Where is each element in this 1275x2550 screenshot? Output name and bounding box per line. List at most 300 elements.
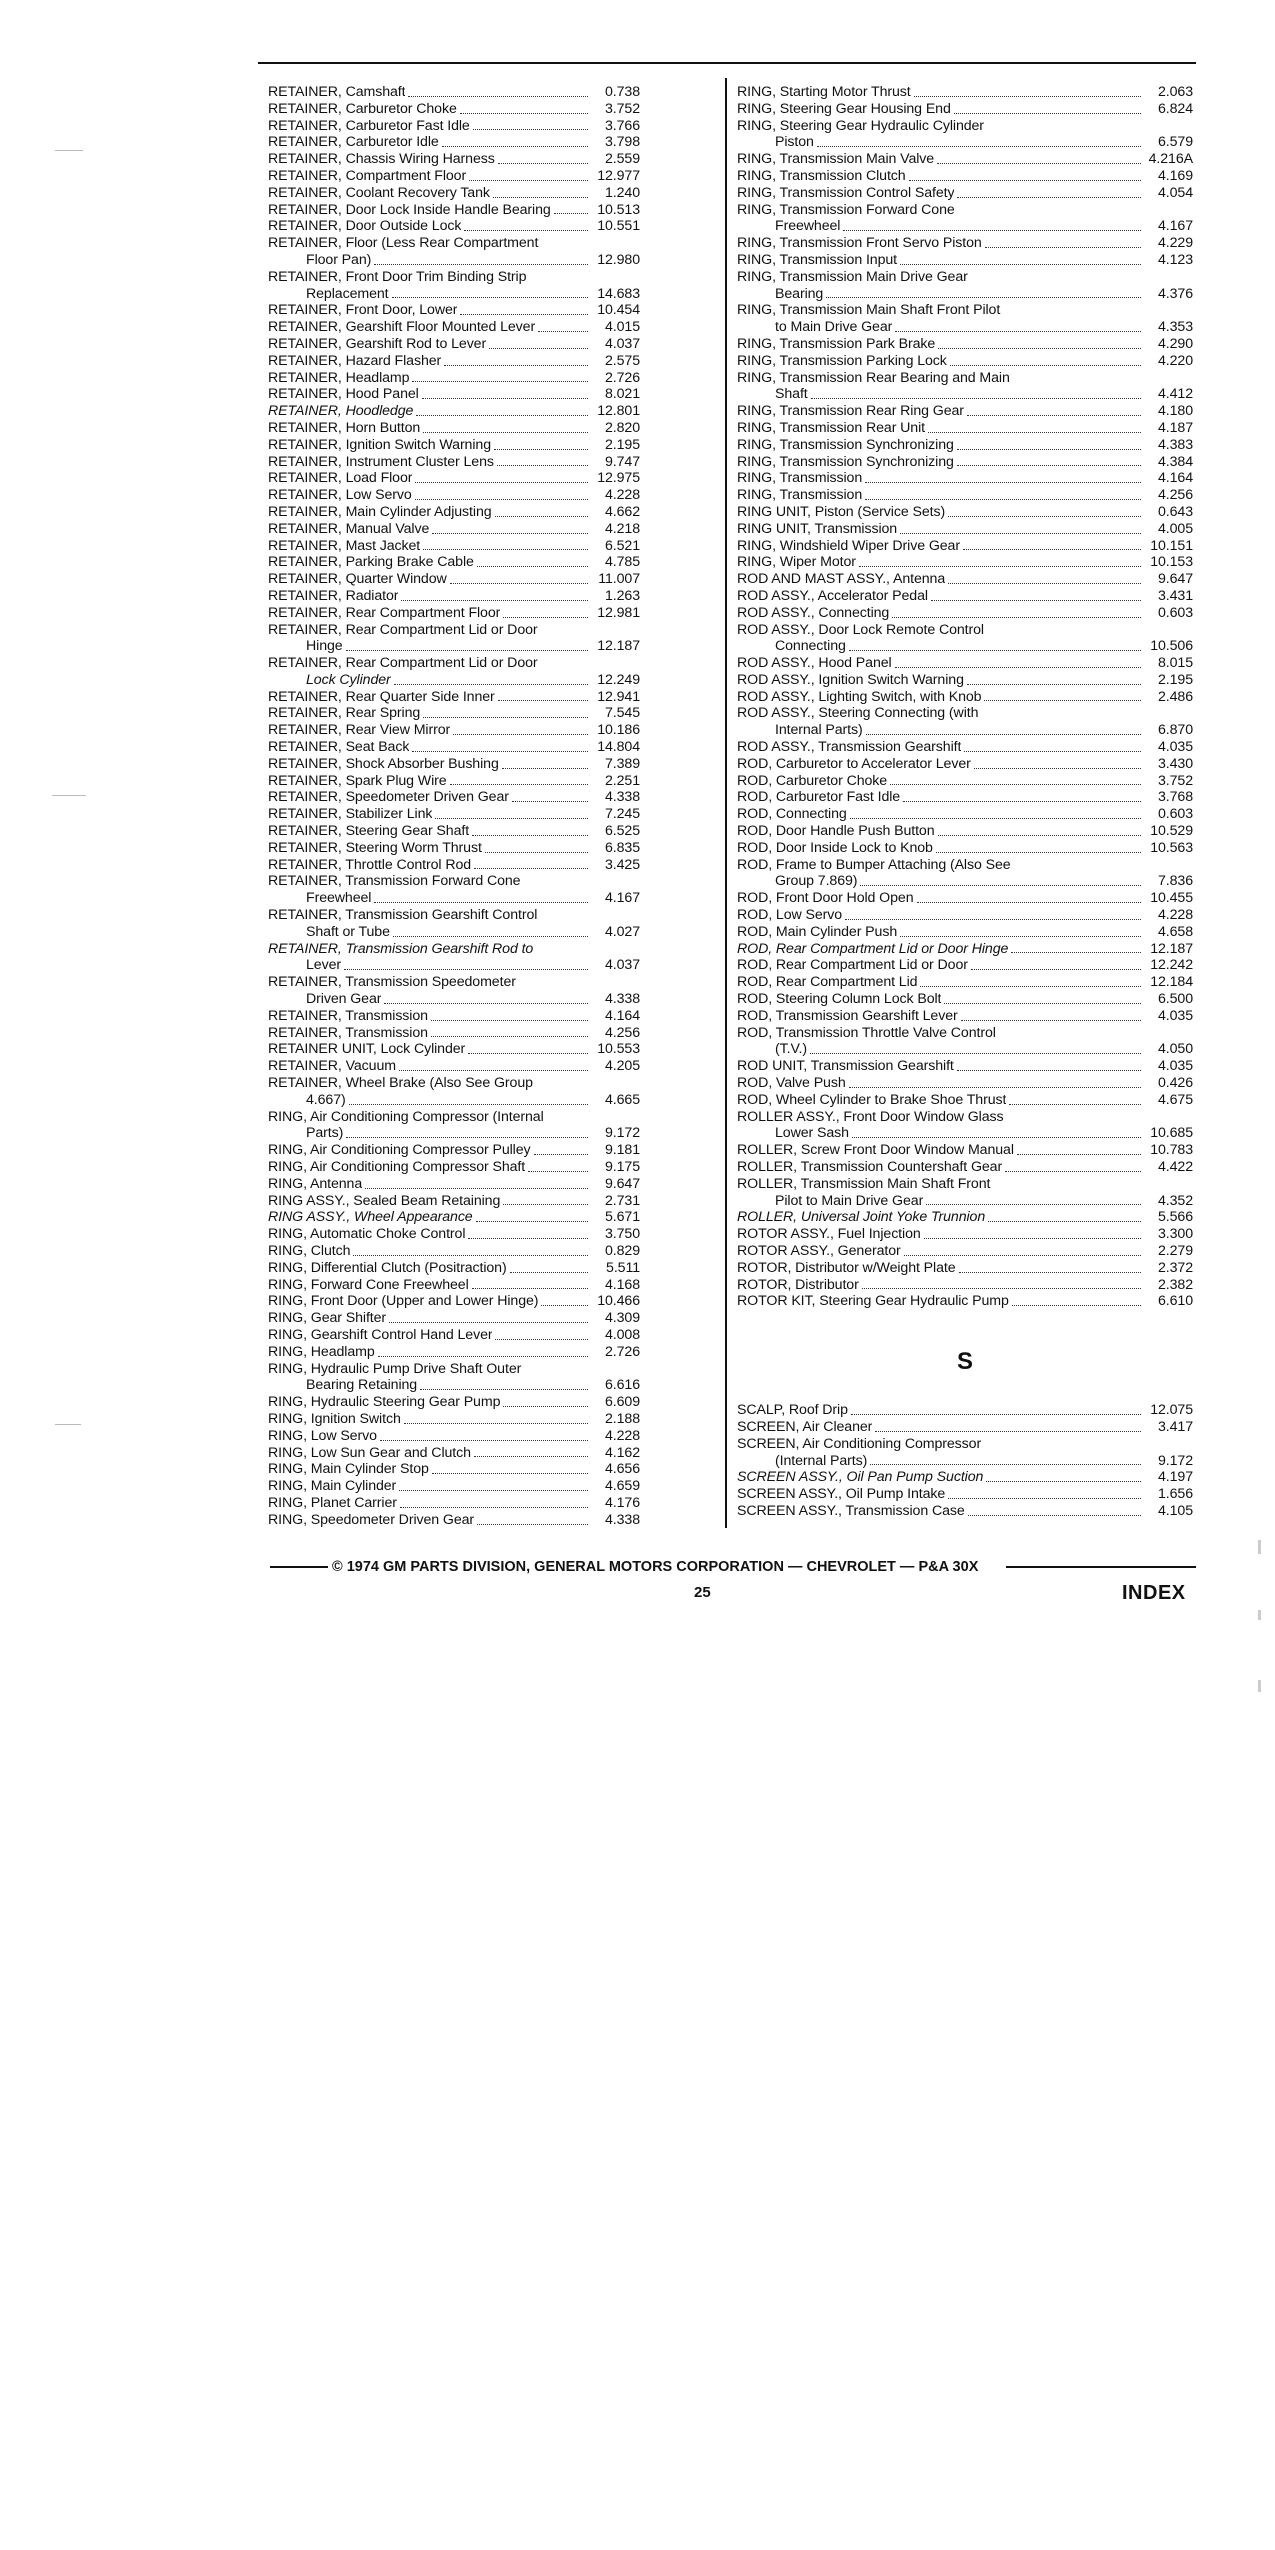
- dot-leader: [959, 1272, 1141, 1273]
- entry-group-number: 4.176: [604, 1494, 640, 1511]
- dot-leader: [346, 1137, 588, 1138]
- index-entry: [737, 521, 1193, 538]
- index-entry: [268, 1041, 640, 1058]
- entry-name: ROD, Carburetor Fast Idle: [737, 789, 901, 806]
- entry-group-number: 2.486: [1157, 688, 1193, 705]
- entry-group-number: 7.389: [604, 755, 640, 772]
- scan-artifact: [52, 795, 86, 796]
- entry-name: RETAINER, Manual Valve: [268, 520, 430, 537]
- entry-group-number: 12.187: [597, 638, 640, 655]
- index-entry: [737, 454, 1193, 471]
- index-entry: [268, 1243, 640, 1260]
- top-rule: [258, 62, 1196, 64]
- index-entry: [268, 101, 640, 118]
- entry-group-number: 4.015: [604, 319, 640, 336]
- dot-leader: [365, 1188, 588, 1189]
- index-entry: [268, 1260, 640, 1277]
- dot-leader: [843, 230, 1141, 231]
- entry-group-number: 3.752: [604, 100, 640, 117]
- entry-name: RETAINER, Load Floor: [268, 470, 413, 487]
- index-entry: [268, 168, 640, 185]
- dot-leader: [477, 566, 588, 567]
- entry-name: 4.667): [306, 1091, 346, 1108]
- entry-group-number: 1.263: [604, 587, 640, 604]
- entry-name: RING, Gear Shifter: [268, 1310, 387, 1327]
- entry-name: ROD ASSY., Door Lock Remote Control: [737, 621, 984, 638]
- entry-group-number: 9.647: [1157, 571, 1193, 588]
- entry-group-number: 6.525: [604, 823, 640, 840]
- dot-leader: [494, 449, 588, 450]
- dot-leader: [534, 1154, 588, 1155]
- entry-name: Replacement: [306, 285, 389, 302]
- index-entry: [268, 1226, 640, 1243]
- entry-group-number: 7.836: [1157, 873, 1193, 890]
- entry-group-number: 12.980: [597, 251, 640, 268]
- dot-leader: [811, 398, 1141, 399]
- entry-group-number: 10.186: [597, 722, 640, 739]
- entry-name: RETAINER, Rear Spring: [268, 705, 421, 722]
- entry-group-number: 4.162: [604, 1444, 640, 1461]
- entry-group-number: 4.167: [1157, 218, 1193, 235]
- entry-group-number: 2.820: [604, 419, 640, 436]
- index-entry: [268, 134, 640, 151]
- entry-group-number: 3.750: [604, 1226, 640, 1243]
- entry-name: RETAINER, Transmission Gearshift Rod to: [268, 940, 534, 957]
- entry-group-number: 1.656: [1157, 1486, 1193, 1503]
- index-entry: [737, 218, 1193, 235]
- entry-name: RING, Front Door (Upper and Lower Hinge): [268, 1293, 539, 1310]
- index-entry: [737, 168, 1193, 185]
- entry-name: ROD, Steering Column Lock Bolt: [737, 991, 942, 1008]
- index-entry: [737, 386, 1193, 403]
- entry-group-number: 5.566: [1157, 1209, 1193, 1226]
- index-entry: [737, 1008, 1193, 1025]
- entry-group-number: 9.172: [604, 1125, 640, 1142]
- dot-leader: [948, 1498, 1141, 1499]
- dot-leader: [460, 314, 588, 315]
- entry-group-number: 4.228: [604, 487, 640, 504]
- entry-name: RETAINER, Carburetor Idle: [268, 134, 439, 151]
- dot-leader: [1005, 1171, 1141, 1172]
- index-entry: [268, 336, 640, 353]
- entry-name: RING, Transmission Rear Unit: [737, 419, 925, 436]
- entry-name: Lower Sash: [775, 1125, 849, 1142]
- entry-group-number: 3.300: [1157, 1226, 1193, 1243]
- dot-leader: [986, 1481, 1141, 1482]
- dot-leader: [957, 1070, 1141, 1071]
- entry-name: RING ASSY., Sealed Beam Retaining: [268, 1192, 501, 1209]
- index-column-left: [268, 84, 642, 1529]
- entry-name: RETAINER, Ignition Switch Warning: [268, 436, 491, 453]
- entry-name: Lock Cylinder: [306, 671, 391, 688]
- dot-leader: [1011, 952, 1141, 953]
- index-entry: [268, 1142, 640, 1159]
- entry-group-number: 4.205: [604, 1058, 640, 1075]
- entry-name: RING, Transmission: [737, 487, 863, 504]
- index-entry: [737, 672, 1193, 689]
- dot-leader: [422, 398, 588, 399]
- index-entry: [737, 269, 1193, 286]
- index-entry: [268, 1159, 640, 1176]
- entry-name: RING, Transmission Control Safety: [737, 184, 955, 201]
- entry-name: RETAINER, Low Servo: [268, 487, 412, 504]
- entry-group-number: 10.685: [1150, 1125, 1193, 1142]
- entry-name: RING, Transmission Rear Bearing and Main: [737, 369, 1010, 386]
- entry-name: RETAINER, Headlamp: [268, 369, 410, 386]
- entry-group-number: 10.529: [1150, 823, 1193, 840]
- entry-group-number: 0.426: [1157, 1075, 1193, 1092]
- dot-leader: [431, 1020, 588, 1021]
- entry-group-number: 2.279: [1157, 1242, 1193, 1259]
- entry-group-number: 2.731: [604, 1192, 640, 1209]
- entry-group-number: 2.251: [604, 772, 640, 789]
- entry-group-number: 4.220: [1157, 352, 1193, 369]
- index-entry: [268, 571, 640, 588]
- entry-group-number: 12.187: [1150, 940, 1193, 957]
- dot-leader: [849, 1087, 1141, 1088]
- dot-leader: [432, 533, 588, 534]
- entry-group-number: 0.738: [604, 84, 640, 100]
- entry-group-number: 4.008: [604, 1326, 640, 1343]
- entry-name: RETAINER, Front Door Trim Binding Strip: [268, 268, 527, 285]
- index-entry: [268, 722, 640, 739]
- index-entry: [268, 1293, 640, 1310]
- entry-name: Driven Gear: [306, 991, 382, 1008]
- entry-group-number: 6.609: [604, 1394, 640, 1411]
- dot-leader: [1017, 1154, 1141, 1155]
- entry-group-number: 4.229: [1157, 235, 1193, 252]
- entry-name: RING, Planet Carrier: [268, 1494, 397, 1511]
- entry-name: RETAINER, Seat Back: [268, 739, 410, 756]
- dot-leader: [920, 986, 1141, 987]
- index-entry: [268, 1327, 640, 1344]
- dot-leader: [954, 113, 1141, 114]
- entry-name: RETAINER, Front Door, Lower: [268, 302, 458, 319]
- entry-group-number: 10.551: [597, 218, 640, 235]
- index-entry: [737, 773, 1193, 790]
- entry-name: ROD, Rear Compartment Lid or Door: [737, 957, 968, 974]
- dot-leader: [895, 331, 1141, 332]
- index-entry: [737, 890, 1193, 907]
- index-entry: [737, 907, 1193, 924]
- entry-group-number: 4.338: [604, 991, 640, 1008]
- index-entry: [737, 705, 1193, 722]
- index-entry: [268, 823, 640, 840]
- entry-name: ROD, Rear Compartment Lid or Door Hinge: [737, 940, 1009, 957]
- entry-group-number: 12.975: [597, 470, 640, 487]
- entry-group-number: 2.063: [1157, 84, 1193, 100]
- entry-name: Group 7.869): [775, 873, 858, 890]
- dot-leader: [485, 852, 588, 853]
- index-entry: [268, 269, 640, 286]
- entry-name: ROTOR, Distributor: [737, 1276, 859, 1293]
- dot-leader: [412, 381, 588, 382]
- entry-group-number: 4.054: [1157, 184, 1193, 201]
- index-entry: [268, 1109, 640, 1126]
- index-entry: [268, 806, 640, 823]
- entry-name: (T.V.): [775, 1041, 807, 1058]
- index-entry: [268, 437, 640, 454]
- index-entry: [737, 470, 1193, 487]
- dot-leader: [374, 902, 588, 903]
- index-entry: [268, 202, 640, 219]
- index-entry: [737, 924, 1193, 941]
- index-entry: [737, 235, 1193, 252]
- dot-leader: [950, 365, 1141, 366]
- entry-name: SCREEN ASSY., Oil Pan Pump Suction: [737, 1469, 984, 1486]
- index-entry: [737, 302, 1193, 319]
- index-entry: [268, 84, 640, 101]
- entry-name: RING, Differential Clutch (Positraction): [268, 1259, 507, 1276]
- index-entry: [737, 806, 1193, 823]
- entry-name: RETAINER, Hazard Flasher: [268, 352, 442, 369]
- index-entry: [268, 1495, 640, 1512]
- entry-name: RING, Antenna: [268, 1175, 363, 1192]
- entry-name: RING, Air Conditioning Compressor (Internal: [268, 1108, 544, 1125]
- dot-leader: [963, 549, 1141, 550]
- index-entry: [737, 403, 1193, 420]
- index-entry: [737, 722, 1193, 739]
- index-entry: [268, 873, 640, 890]
- footer-dash-right: [1006, 1566, 1196, 1568]
- dot-leader: [444, 365, 588, 366]
- entry-group-number: 0.643: [1157, 503, 1193, 520]
- entry-name: RING, Ignition Switch: [268, 1410, 401, 1427]
- index-entry: [268, 1310, 640, 1327]
- dot-leader: [472, 1288, 588, 1289]
- dot-leader: [474, 868, 588, 869]
- dot-leader: [431, 1036, 588, 1037]
- index-entry: [737, 1260, 1193, 1277]
- entry-name: ROD, Rear Compartment Lid: [737, 974, 918, 991]
- dot-leader: [423, 717, 588, 718]
- dot-leader: [503, 1204, 588, 1205]
- entry-name: SCREEN ASSY., Transmission Case: [737, 1502, 965, 1519]
- entry-group-number: 4.384: [1157, 453, 1193, 470]
- index-entry: [737, 638, 1193, 655]
- index-entry: [737, 941, 1193, 958]
- entry-group-number: 10.506: [1150, 638, 1193, 655]
- entry-group-number: 12.075: [1150, 1402, 1193, 1419]
- entry-group-number: 4.050: [1157, 1041, 1193, 1058]
- entry-group-number: 4.656: [604, 1461, 640, 1478]
- entry-name: RETAINER, Horn Button: [268, 419, 421, 436]
- entry-name: RETAINER, Wheel Brake (Also See Group: [268, 1075, 533, 1092]
- entry-name: RETAINER, Throttle Control Rod: [268, 856, 472, 873]
- entry-name: ROD, Transmission Gearshift Lever: [737, 1007, 958, 1024]
- entry-group-number: 6.870: [1157, 722, 1193, 739]
- index-entry: [737, 957, 1193, 974]
- entry-group-number: 12.977: [597, 167, 640, 184]
- index-entry: [268, 487, 640, 504]
- dot-leader: [928, 432, 1141, 433]
- entry-name: ROD, Carburetor Choke: [737, 772, 888, 789]
- dot-leader: [464, 230, 588, 231]
- dot-leader: [926, 1204, 1141, 1205]
- index-entry: [737, 1125, 1193, 1142]
- index-entry: [737, 437, 1193, 454]
- entry-group-number: 4.037: [604, 957, 640, 974]
- entry-name: Parts): [306, 1125, 344, 1142]
- dot-leader: [401, 600, 588, 601]
- index-entry: [737, 1469, 1193, 1486]
- scan-artifact: [1258, 1540, 1261, 1554]
- index-entry: [737, 101, 1193, 118]
- index-entry: [268, 588, 640, 605]
- entry-group-number: 4.376: [1157, 285, 1193, 302]
- dot-leader: [957, 449, 1141, 450]
- column-divider: [725, 78, 727, 1528]
- index-entry: [737, 554, 1193, 571]
- index-entry: [737, 420, 1193, 437]
- entry-name: to Main Drive Gear: [775, 319, 893, 336]
- entry-name: ROD UNIT, Transmission Gearshift: [737, 1058, 954, 1075]
- index-entry: [268, 655, 640, 672]
- index-entry: [268, 218, 640, 235]
- entry-group-number: 9.175: [604, 1159, 640, 1175]
- entry-name: RETAINER, Door Lock Inside Handle Bearing: [268, 201, 551, 218]
- entry-name: ROD, Connecting: [737, 806, 847, 823]
- index-entry: [268, 622, 640, 639]
- index-entry: [737, 1209, 1193, 1226]
- entry-name: RETAINER, Rear Compartment Floor: [268, 604, 501, 621]
- dot-leader: [936, 852, 1141, 853]
- dot-leader: [967, 684, 1141, 685]
- entry-name: RETAINER, Vacuum: [268, 1058, 396, 1075]
- dot-leader: [450, 583, 588, 584]
- index-entry: [737, 1025, 1193, 1042]
- entry-group-number: 4.216A: [1148, 151, 1193, 168]
- dot-leader: [870, 1464, 1141, 1465]
- index-entry: [737, 605, 1193, 622]
- index-entry: [737, 1142, 1193, 1159]
- entry-group-number: 4.256: [1157, 487, 1193, 504]
- index-entry: [268, 857, 640, 874]
- dot-leader: [961, 1020, 1141, 1021]
- index-entry: [268, 521, 640, 538]
- index-entry: [268, 689, 640, 706]
- index-entry: [737, 504, 1193, 521]
- entry-name: ROD ASSY., Steering Connecting (with: [737, 705, 979, 722]
- entry-group-number: 3.417: [1157, 1418, 1193, 1435]
- entry-name: ROTOR KIT, Steering Gear Hydraulic Pump: [737, 1293, 1009, 1310]
- entry-group-number: 4.197: [1157, 1469, 1193, 1486]
- index-entry: [737, 840, 1193, 857]
- index-entry: [268, 1461, 640, 1478]
- entry-name: RETAINER, Hoodledge: [268, 403, 414, 420]
- entry-group-number: 6.616: [604, 1377, 640, 1394]
- index-entry: [737, 823, 1193, 840]
- entry-name: RETAINER, Transmission Gearshift Control: [268, 907, 538, 924]
- dot-leader: [967, 415, 1141, 416]
- entry-name: RETAINER, Instrument Cluster Lens: [268, 453, 494, 470]
- entry-group-number: 0.603: [1157, 604, 1193, 621]
- index-entry: [737, 1041, 1193, 1058]
- entry-name: RING, Low Sun Gear and Clutch: [268, 1444, 471, 1461]
- entry-name: Bearing: [775, 285, 824, 302]
- dot-leader: [852, 1137, 1141, 1138]
- entry-name: RING, Automatic Choke Control: [268, 1226, 466, 1243]
- entry-name: Freewheel: [306, 890, 372, 907]
- index-entry: [737, 756, 1193, 773]
- index-entry: [737, 1419, 1193, 1436]
- index-entry: [737, 134, 1193, 151]
- dot-leader: [384, 1003, 588, 1004]
- dot-leader: [849, 650, 1141, 651]
- dot-leader: [420, 1389, 588, 1390]
- entry-name: ROD, Valve Push: [737, 1075, 846, 1092]
- index-entry: [268, 1193, 640, 1210]
- index-entry: [737, 1075, 1193, 1092]
- dot-leader: [528, 1171, 588, 1172]
- entry-group-number: 4.005: [1157, 520, 1193, 537]
- dot-leader: [344, 969, 588, 970]
- entry-group-number: 10.563: [1150, 839, 1193, 856]
- index-entry: [268, 991, 640, 1008]
- dot-leader: [1012, 1305, 1141, 1306]
- index-entry: [268, 1394, 640, 1411]
- entry-name: ROTOR ASSY., Generator: [737, 1242, 901, 1259]
- dot-leader: [903, 801, 1141, 802]
- index-entry: [737, 487, 1193, 504]
- entry-name: RETAINER, Quarter Window: [268, 571, 447, 588]
- entry-group-number: 4.412: [1157, 386, 1193, 403]
- index-entry: [268, 1025, 640, 1042]
- entry-group-number: 12.184: [1150, 974, 1193, 991]
- index-entry: [268, 1125, 640, 1142]
- dot-leader: [892, 617, 1141, 618]
- dot-leader: [474, 1456, 588, 1457]
- index-entry: [268, 370, 640, 387]
- dot-leader: [862, 1288, 1141, 1289]
- entry-group-number: 10.455: [1150, 890, 1193, 907]
- entry-name: Freewheel: [775, 218, 841, 235]
- entry-name: RING, Transmission Forward Cone: [737, 201, 955, 218]
- entry-group-number: 9.172: [1157, 1452, 1193, 1469]
- index-column-right: [737, 84, 1193, 1520]
- entry-name: RETAINER, Hood Panel: [268, 386, 419, 403]
- entry-group-number: 2.195: [1157, 671, 1193, 688]
- dot-leader: [423, 549, 588, 550]
- entry-name: RING, Starting Motor Thrust: [737, 84, 911, 100]
- entry-group-number: 4.037: [604, 335, 640, 352]
- entry-group-number: 11.007: [598, 571, 640, 588]
- index-entry: [268, 1361, 640, 1378]
- index-entry: [737, 1092, 1193, 1109]
- entry-list-s-section: [737, 1402, 1193, 1520]
- dot-leader: [415, 482, 588, 483]
- entry-group-number: 4.218: [604, 520, 640, 537]
- index-entry: [737, 538, 1193, 555]
- entry-group-number: 4.228: [604, 1427, 640, 1444]
- index-entry: [268, 890, 640, 907]
- entry-name: Shaft or Tube: [306, 923, 390, 940]
- entry-name: RING UNIT, Transmission: [737, 520, 898, 537]
- dot-leader: [353, 1255, 588, 1256]
- entry-group-number: 2.726: [604, 1343, 640, 1360]
- entry-name: ROD ASSY., Transmission Gearshift: [737, 739, 962, 756]
- dot-leader: [938, 348, 1141, 349]
- entry-name: RETAINER, Mast Jacket: [268, 537, 421, 554]
- entry-group-number: 4.035: [1157, 1007, 1193, 1024]
- dot-leader: [851, 1414, 1141, 1415]
- entry-name: RETAINER, Floor (Less Rear Compartment: [268, 235, 539, 252]
- entry-name: Connecting: [775, 638, 846, 655]
- index-entry: [737, 84, 1193, 101]
- entry-name: RING, Hydraulic Pump Drive Shaft Outer: [268, 1360, 522, 1377]
- index-entry: [268, 924, 640, 941]
- dot-leader: [404, 1423, 588, 1424]
